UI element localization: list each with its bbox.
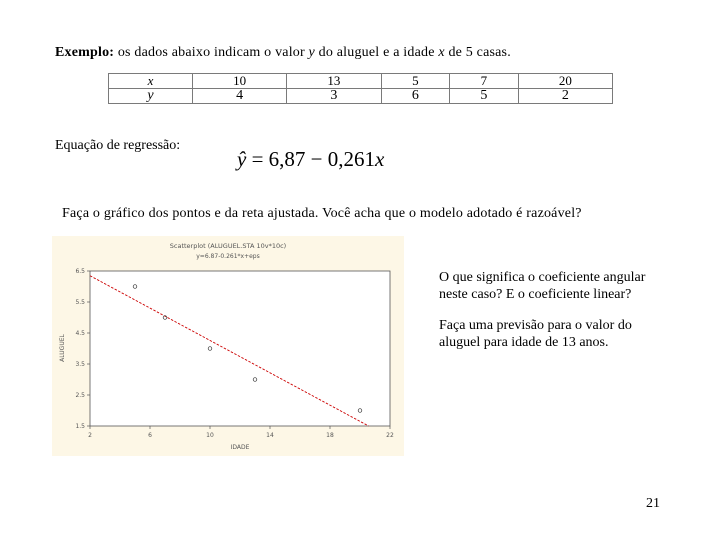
- question-1: O que significa o coeficiente angular neste caso? E o coeficiente linear?: [439, 270, 646, 302]
- table-cell: 7: [450, 74, 519, 89]
- scatterplot-chart: [52, 236, 404, 456]
- intro-text: [55, 45, 511, 61]
- table-cell: 5: [381, 74, 450, 89]
- intro-part-1: os dados abaixo indicam o valor: [114, 45, 309, 60]
- intro-var-y: y: [308, 45, 315, 60]
- x-tick-label: 14: [266, 432, 274, 439]
- y-axis-label: ALUGUEL: [59, 334, 66, 362]
- chart-svg: [52, 236, 404, 456]
- x-axis-label: IDADE: [230, 444, 250, 451]
- y-tick-label: 4.5: [75, 330, 85, 337]
- y-tick-label: 1.5: [75, 423, 85, 430]
- x-tick-label: 22: [386, 432, 394, 439]
- equation-yhat: ŷ: [237, 147, 247, 171]
- table-cell: 10: [193, 74, 287, 89]
- page-number: 21: [646, 496, 660, 511]
- table-cell: 5: [450, 89, 519, 104]
- table-cell: 4: [193, 89, 287, 104]
- questions-block: [439, 269, 674, 365]
- x-tick-label: 18: [326, 432, 334, 439]
- table-row-y: [109, 89, 613, 104]
- equation-x: x: [375, 147, 385, 171]
- intro-var-x: x: [438, 45, 445, 60]
- x-tick-label: 6: [148, 432, 152, 439]
- y-tick-label: 6.5: [75, 268, 85, 275]
- chart-title: Scatterplot (ALUGUEL.STA 10v*10c): [169, 242, 287, 250]
- table-cell: 2: [518, 89, 612, 104]
- question-2: Faça uma previsão para o valor do aluguel para idade de 13 anos.: [439, 318, 632, 350]
- instruction-text: Faça o gráfico dos pontos e da reta ajustada. Você acha que o modelo adotado é razoável?: [62, 206, 582, 221]
- table-cell: 20: [518, 74, 612, 89]
- y-tick-label: 3.5: [75, 361, 85, 368]
- table-row-x: [109, 74, 613, 89]
- y-tick-label: 5.5: [75, 299, 85, 306]
- plot-area: [90, 271, 390, 426]
- table-cell: 13: [287, 74, 381, 89]
- table-row-label: x: [109, 74, 193, 89]
- equation-rhs: = 6,87 − 0,261: [246, 147, 376, 171]
- regression-label: Equação de regressão:: [55, 138, 181, 153]
- intro-part-3: de 5 casas.: [444, 45, 511, 60]
- table-row-label: y: [109, 89, 193, 104]
- table-cell: 3: [287, 89, 381, 104]
- table-cell: 6: [381, 89, 450, 104]
- regression-equation: [237, 147, 384, 172]
- x-tick-label: 10: [206, 432, 214, 439]
- y-tick-label: 2.5: [75, 392, 85, 399]
- data-table: [108, 73, 613, 104]
- intro-part-2: do aluguel e a idade: [314, 45, 439, 60]
- x-tick-label: 2: [88, 432, 92, 439]
- intro-bold-label: Exemplo:: [55, 45, 115, 60]
- chart-subtitle: y=6.87-0.261*x+eps: [196, 253, 260, 260]
